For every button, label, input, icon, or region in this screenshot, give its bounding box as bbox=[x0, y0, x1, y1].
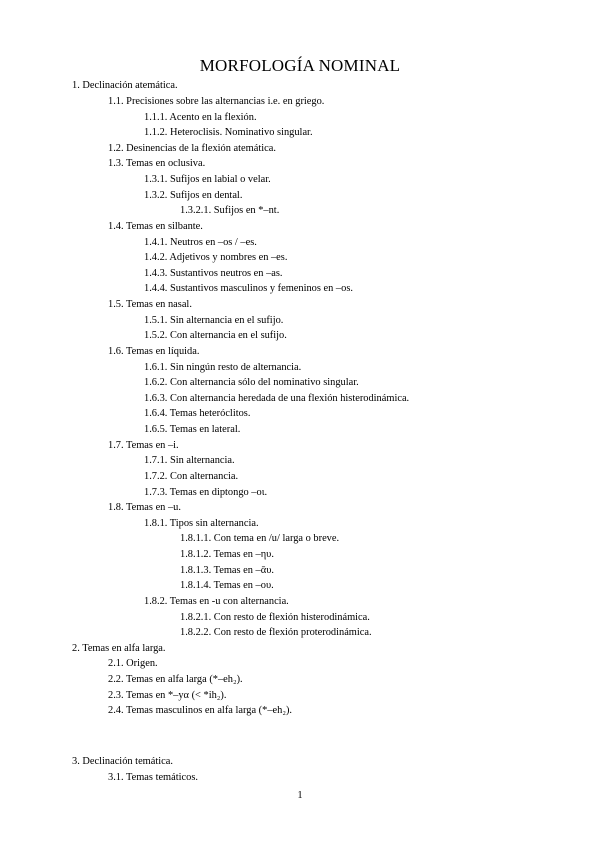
toc-entry: 1.8.1. Tipos sin alternancia. bbox=[144, 518, 259, 529]
toc-entry: 1.4.1. Neutros en –os / –es. bbox=[144, 237, 257, 248]
toc-entry: 1.5. Temas en nasal. bbox=[108, 299, 192, 310]
toc-entry: 3.1. Temas temáticos. bbox=[108, 772, 198, 783]
toc-entry: 1.2. Desinencias de la flexión atemática. bbox=[108, 143, 276, 154]
toc-entry: 1.5.1. Sin alternancia en el sufijo. bbox=[144, 315, 284, 326]
toc-entry: 1.3.1. Sufijos en labial o velar. bbox=[144, 174, 271, 185]
toc-entry: 1.8.1.2. Temas en –ηυ. bbox=[180, 549, 274, 560]
toc-entry: 1.4.4. Sustantivos masculinos y femeninos en –os. bbox=[144, 283, 353, 294]
toc-entry: 1.1.2. Heteroclisis. Nominativo singular. bbox=[144, 127, 313, 138]
page-title: MORFOLOGÍA NOMINAL bbox=[199, 56, 401, 75]
toc-entry: 1.7.1. Sin alternancia. bbox=[144, 455, 235, 466]
toc-entry: 1.8.2.2. Con resto de flexión proterodinámica. bbox=[180, 627, 372, 638]
toc-entry: 1.3.2.1. Sufijos en *–nt. bbox=[180, 205, 280, 216]
toc-entry: 1.7. Temas en –i. bbox=[108, 440, 179, 451]
toc-entry: 1. Declinación atemática. bbox=[72, 80, 178, 91]
toc-entry: 2.1. Origen. bbox=[108, 658, 158, 669]
toc-entry: 1.6.1. Sin ningún resto de alternancia. bbox=[144, 362, 302, 373]
toc-entry: 2.3. Temas en *–yα (< *ih₂). bbox=[108, 690, 227, 701]
toc-entry: 3. Declinación temática. bbox=[72, 756, 173, 767]
toc-entry: 2. Temas en alfa larga. bbox=[72, 643, 166, 654]
toc-entry: 2.4. Temas masculinos en alfa larga (*–eh₂). bbox=[108, 705, 293, 716]
toc-entry: 1.4. Temas en silbante. bbox=[108, 221, 203, 232]
toc-entry: 1.8. Temas en –u. bbox=[108, 502, 181, 513]
toc-entry: 1.3.2. Sufijos en dental. bbox=[144, 190, 243, 201]
toc-entry: 1.6. Temas en líquida. bbox=[108, 346, 200, 357]
toc-entry: 1.3. Temas en oclusiva. bbox=[108, 158, 206, 169]
toc-entry: 1.6.2. Con alternancia sólo del nominativo singular. bbox=[144, 377, 359, 388]
toc-entry: 1.6.3. Con alternancia heredada de una flexión histerodinámica. bbox=[144, 393, 410, 404]
toc-entry: 1.5.2. Con alternancia en el sufijo. bbox=[144, 330, 287, 341]
toc-entry: 1.1.1. Acento en la flexión. bbox=[144, 112, 257, 123]
toc-entry: 1.8.2.1. Con resto de flexión histerodinámica. bbox=[180, 612, 370, 623]
toc-entry: 2.2. Temas en alfa larga (*–eh₂). bbox=[108, 674, 243, 685]
page-number: 1 bbox=[297, 790, 303, 801]
toc-entry: 1.8.1.1. Con tema en /u/ larga o breve. bbox=[180, 533, 340, 544]
toc-entry: 1.7.3. Temas en diptongo –οι. bbox=[144, 487, 268, 498]
toc-entry: 1.7.2. Con alternancia. bbox=[144, 471, 239, 482]
toc-entry: 1.6.5. Temas en lateral. bbox=[144, 424, 241, 435]
toc-entry: 1.1. Precisiones sobre las alternancias i.e. en griego. bbox=[108, 96, 325, 107]
toc-entry: 1.8.2. Temas en -u con alternancia. bbox=[144, 596, 289, 607]
toc-entry: 1.6.4. Temas heteróclitos. bbox=[144, 408, 251, 419]
toc-entry: 1.8.1.3. Temas en –ᾱυ. bbox=[180, 565, 274, 576]
toc-entry: 1.8.1.4. Temas en –ου. bbox=[180, 580, 274, 591]
toc-entry: 1.4.2. Adjetivos y nombres en –es. bbox=[144, 252, 288, 263]
toc-entry: 1.4.3. Sustantivos neutros en –as. bbox=[144, 268, 283, 279]
